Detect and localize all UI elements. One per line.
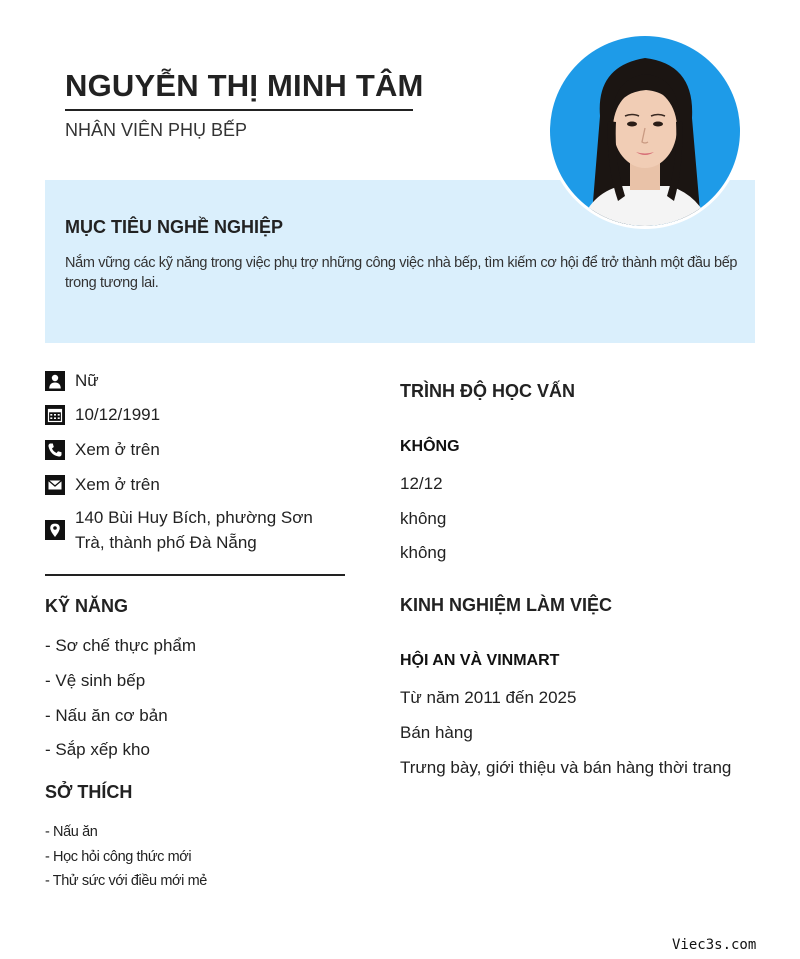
portrait-image	[550, 36, 740, 226]
address-row	[45, 505, 315, 555]
email-row	[45, 472, 160, 497]
skill-item: - Vệ sinh bếp	[45, 671, 146, 690]
person-icon	[45, 371, 65, 391]
objective-heading: MỤC TIÊU NGHỀ NGHIỆP	[65, 217, 284, 237]
left-divider	[45, 574, 345, 576]
candidate-name: NGUYỄN THỊ MINH TÂM	[65, 68, 424, 103]
address-value: 140 Bùi Huy Bích, phường Sơn Trà, thành phố Đà Nẵng	[75, 508, 313, 552]
job-title: NHÂN VIÊN PHỤ BẾP	[65, 120, 248, 140]
birthdate-row	[45, 402, 160, 427]
hobbies-heading: SỞ THÍCH	[45, 782, 133, 802]
skill-item: - Sắp xếp kho	[45, 740, 150, 759]
profile-photo	[547, 33, 743, 229]
hobby-item: - Học hỏi công thức mới	[45, 849, 192, 865]
phone-icon	[45, 440, 65, 460]
experience-heading: KINH NGHIỆM LÀM VIỆC	[400, 595, 613, 615]
experience-line: Trưng bày, giới thiệu và bán hàng thời trang	[400, 758, 732, 777]
education-heading: TRÌNH ĐỘ HỌC VẤN	[400, 381, 575, 401]
skill-item: - Sơ chế thực phẩm	[45, 636, 197, 655]
birthdate-value: 10/12/1991	[75, 405, 161, 424]
watermark-text: Viec3s.com	[672, 937, 757, 953]
skills-heading: KỸ NĂNG	[45, 596, 129, 616]
education-line: không	[400, 543, 447, 562]
experience-company: HỘI AN VÀ VINMART	[400, 652, 560, 669]
calendar-icon	[45, 405, 65, 425]
education-line: 12/12	[400, 474, 443, 493]
phone-value: Xem ở trên	[75, 440, 160, 459]
map-pin-icon	[45, 520, 65, 540]
objective-text: Nắm vững các kỹ năng trong việc phụ trợ những công việc nhà bếp, tìm kiếm cơ hội để trở thành một đầu bếp trong tương lai.	[65, 255, 738, 291]
name-underline	[65, 109, 413, 111]
gender-value: Nữ	[75, 371, 99, 390]
gender-row	[45, 368, 99, 393]
skill-item: - Nấu ăn cơ bản	[45, 706, 168, 725]
experience-line: Bán hàng	[400, 723, 473, 742]
experience-line: Từ năm 2011 đến 2025	[400, 688, 577, 707]
envelope-icon	[45, 475, 65, 495]
education-line: không	[400, 509, 447, 528]
education-school: KHÔNG	[400, 438, 460, 455]
email-value: Xem ở trên	[75, 475, 160, 494]
hobby-item: - Nấu ăn	[45, 824, 98, 840]
hobby-item: - Thử sức với điều mới mẻ	[45, 873, 207, 889]
phone-row	[45, 437, 160, 462]
